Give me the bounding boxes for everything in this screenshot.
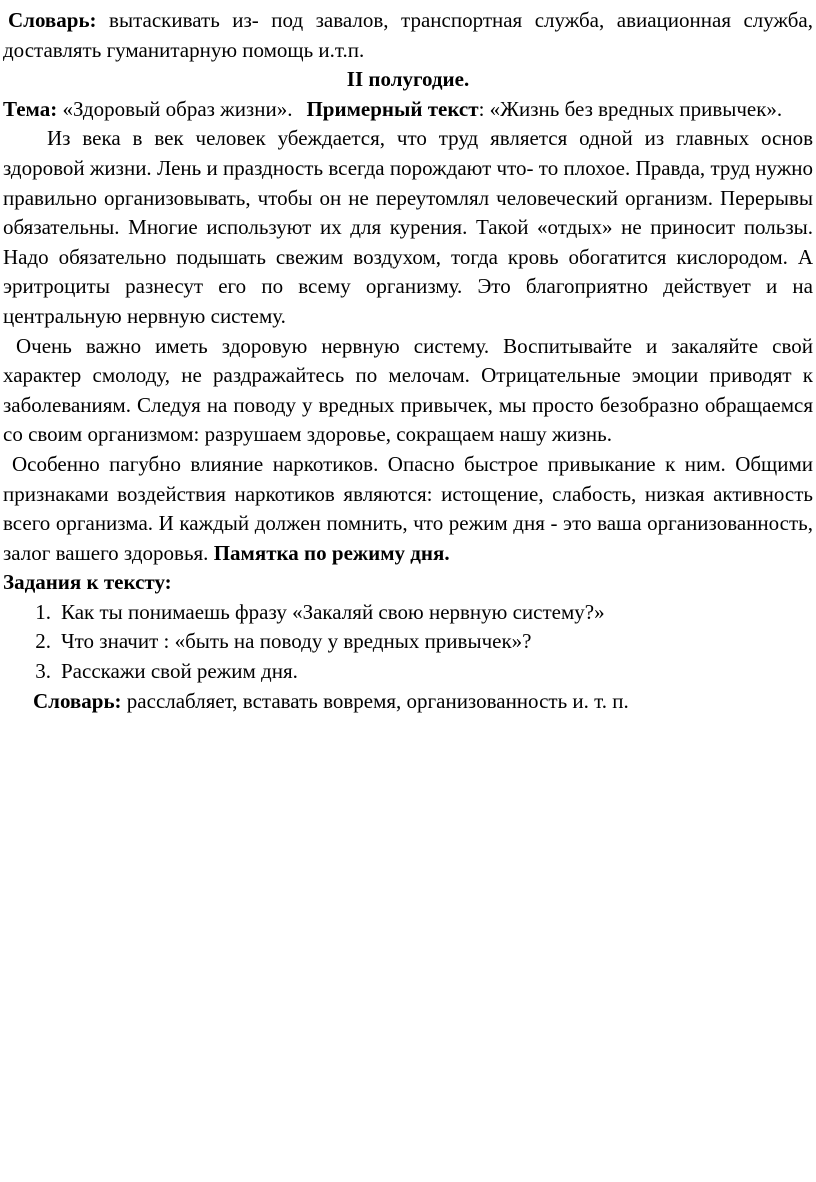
sample-text-label: Примерный текст [306,96,479,121]
task-text: Что значит : «быть на поводу у вредных привычек»? [61,629,532,654]
vocab-label: Словарь: [8,8,97,32]
paragraph-drugs [3,450,813,568]
final-vocab-label: Словарь: [33,688,122,713]
topic-value: «Здоровый образ жизни». [57,96,293,121]
topic-label: Тема: [3,96,58,121]
list-item [3,598,813,628]
paragraph-nervous-system: Очень важно иметь здоровую нервную систему. Воспитывайте и закаляйте свой характер смолоду, не раздражайтесь по мелочам. Отрицательные эмоции приводят к заболеваниям. Следуя на поводу у вредных привычек, мы просто безобразно обращаемся со своим организмом: разрушаем здоровье, сокращаем нашу жизнь. [3,333,813,447]
tasks-heading: Задания к тексту: [3,570,172,595]
topic-line [3,95,813,125]
task-number: 3. [35,659,51,684]
list-item [3,627,813,657]
sample-text-title: : «Жизнь без вредных привычек». [478,96,783,121]
final-vocab-text: расслабляет, вставать вовремя, организованность и. т. п. [121,688,629,713]
memo-label: Памятка по режиму дня. [213,540,450,565]
tasks-list [3,598,813,687]
final-vocabulary [3,687,813,717]
task-text: Расскажи свой режим дня. [61,659,298,684]
paragraph-work: Из века в век человек убеждается, что труд является одной из главных основ здоровой жизни. Лень и праздность всегда порождают что- то плохое. Правда, труд нужно правильно организовывать, чтобы он не переутомлял человеческий организм. Перерывы обязательны. Многие используют их для курения. Такой «отдых» не приносит пользы. Надо обязательно подышать свежим воздухом, тогда кровь обогатится кислородом. А эритроциты разнесут его по всему организму. Это благоприятно действует и на центральную нервную систему. [3,126,813,328]
task-text: Как ты понимаешь фразу «Закаляй свою нервную систему?» [61,599,605,624]
task-number: 2. [35,629,51,654]
list-item [3,657,813,687]
section-heading: II полугодие. [346,67,470,92]
paragraph-drugs-text: Особенно пагубно влияние наркотиков. Опасно быстрое привыкание к ним. Общими признаками воздействия наркотиков являются: истощение, слабость, низкая активность всего организма. И каждый должен помнить, что режим дня - это ваша организованность, залог вашего здоровья. [3,451,813,565]
intro-vocabulary [3,6,813,65]
vocab-text: вытаскивать из- под завалов, транспортная служба, авиационная служба, доставлять гуманитарную помощь и.т.п. [3,8,813,62]
task-number: 1. [35,599,51,624]
